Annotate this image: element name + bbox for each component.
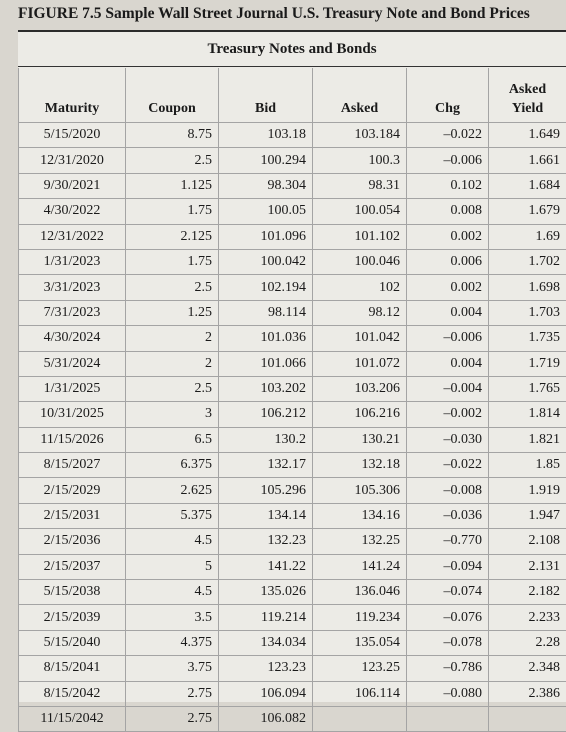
- cell-chg: –0.022: [407, 123, 489, 148]
- cell-chg: –0.002: [407, 402, 489, 427]
- table-row: [19, 199, 566, 224]
- cell-chg: 0.102: [407, 173, 489, 198]
- cell-coupon: 2.75: [126, 706, 219, 731]
- cell-coupon: 1.125: [126, 173, 219, 198]
- table-row: [19, 224, 566, 249]
- cell-bid: 98.304: [219, 173, 313, 198]
- cell-asked-yield: 1.814: [489, 402, 566, 427]
- cell-bid: 123.23: [219, 656, 313, 681]
- cell-chg: –0.770: [407, 529, 489, 554]
- cell-maturity: 12/31/2020: [19, 148, 126, 173]
- cell-bid: 100.05: [219, 199, 313, 224]
- cell-coupon: 2.5: [126, 376, 219, 401]
- table-row: [19, 123, 566, 148]
- cell-asked-yield: 1.698: [489, 275, 566, 300]
- cell-bid: 101.096: [219, 224, 313, 249]
- cell-asked: 106.114: [313, 681, 407, 706]
- cell-asked-yield: 1.702: [489, 249, 566, 274]
- table-row: [19, 656, 566, 681]
- cell-asked-yield: 2.28: [489, 630, 566, 655]
- cell-maturity: 2/15/2039: [19, 605, 126, 630]
- cell-maturity: 5/15/2040: [19, 630, 126, 655]
- cell-asked: 100.3: [313, 148, 407, 173]
- table-row: [19, 605, 566, 630]
- cell-coupon: 5.375: [126, 503, 219, 528]
- cell-bid: 106.082: [219, 706, 313, 731]
- cell-coupon: 4.5: [126, 529, 219, 554]
- cell-asked: 135.054: [313, 630, 407, 655]
- cell-asked-yield: 1.703: [489, 300, 566, 325]
- col-header-maturity: Maturity: [19, 68, 126, 123]
- cell-bid: 100.042: [219, 249, 313, 274]
- cell-maturity: 2/15/2029: [19, 478, 126, 503]
- cell-coupon: 8.75: [126, 123, 219, 148]
- cell-maturity: 1/31/2023: [19, 249, 126, 274]
- cell-asked: 98.12: [313, 300, 407, 325]
- cell-bid: 134.034: [219, 630, 313, 655]
- cell-chg: –0.006: [407, 148, 489, 173]
- cell-maturity: 8/15/2027: [19, 453, 126, 478]
- table-row: [19, 300, 566, 325]
- cell-maturity: 5/15/2020: [19, 123, 126, 148]
- table-row: [19, 173, 566, 198]
- cell-maturity: 2/15/2036: [19, 529, 126, 554]
- figure-title: FIGURE 7.5 Sample Wall Street Journal U.S. Treasury Note and Bond Prices: [18, 5, 530, 23]
- cell-chg: –0.786: [407, 656, 489, 681]
- cell-asked: 134.16: [313, 503, 407, 528]
- cell-maturity: 4/30/2022: [19, 199, 126, 224]
- cell-asked: 101.102: [313, 224, 407, 249]
- cell-chg: –0.074: [407, 580, 489, 605]
- cell-asked-yield: 2.386: [489, 681, 566, 706]
- treasury-table: [18, 68, 566, 732]
- table-row: [19, 706, 566, 731]
- cell-chg: –0.004: [407, 376, 489, 401]
- cell-asked-yield: 1.735: [489, 326, 566, 351]
- cell-bid: 103.18: [219, 123, 313, 148]
- cell-chg: –0.094: [407, 554, 489, 579]
- cell-asked: 103.184: [313, 123, 407, 148]
- cell-asked-yield: 1.69: [489, 224, 566, 249]
- cell-asked-yield: 2.233: [489, 605, 566, 630]
- cell-asked-yield: 1.821: [489, 427, 566, 452]
- cell-asked-yield: 1.679: [489, 199, 566, 224]
- cell-chg: –0.076: [407, 605, 489, 630]
- cell-coupon: 2.5: [126, 148, 219, 173]
- cell-bid: 102.194: [219, 275, 313, 300]
- cell-coupon: 4.375: [126, 630, 219, 655]
- title-divider: [18, 66, 566, 67]
- cell-coupon: 2: [126, 351, 219, 376]
- cell-asked: 123.25: [313, 656, 407, 681]
- col-header-asked-yield: Asked Yield: [489, 68, 566, 123]
- cell-maturity: 4/30/2024: [19, 326, 126, 351]
- cell-maturity: 9/30/2021: [19, 173, 126, 198]
- cell-coupon: 2.625: [126, 478, 219, 503]
- cell-maturity: 2/15/2031: [19, 503, 126, 528]
- cell-bid: 103.202: [219, 376, 313, 401]
- cell-maturity: 5/15/2038: [19, 580, 126, 605]
- cell-asked: 119.234: [313, 605, 407, 630]
- cell-chg: 0.004: [407, 351, 489, 376]
- cell-coupon: 3: [126, 402, 219, 427]
- cell-asked-yield: 1.719: [489, 351, 566, 376]
- cell-bid: 119.214: [219, 605, 313, 630]
- table-row: [19, 351, 566, 376]
- cell-chg: –0.008: [407, 478, 489, 503]
- table-row: [19, 503, 566, 528]
- cell-coupon: 4.5: [126, 580, 219, 605]
- cell-bid: 132.17: [219, 453, 313, 478]
- table-row: [19, 529, 566, 554]
- table-row: [19, 427, 566, 452]
- table-row: [19, 148, 566, 173]
- cell-asked: 103.206: [313, 376, 407, 401]
- table-row: [19, 376, 566, 401]
- cell-maturity: 2/15/2037: [19, 554, 126, 579]
- cell-bid: 106.212: [219, 402, 313, 427]
- cell-asked: 102: [313, 275, 407, 300]
- cell-coupon: 1.75: [126, 249, 219, 274]
- table-row: [19, 326, 566, 351]
- cell-asked: [313, 706, 407, 731]
- cell-chg: –0.030: [407, 427, 489, 452]
- table-row: [19, 681, 566, 706]
- cell-coupon: 1.25: [126, 300, 219, 325]
- cell-coupon: 2: [126, 326, 219, 351]
- cell-chg: –0.022: [407, 453, 489, 478]
- cell-chg: 0.004: [407, 300, 489, 325]
- table-row: [19, 275, 566, 300]
- cell-asked: 130.21: [313, 427, 407, 452]
- col-header-coupon: Coupon: [126, 68, 219, 123]
- cell-bid: 105.296: [219, 478, 313, 503]
- cell-coupon: 6.375: [126, 453, 219, 478]
- cell-chg: [407, 706, 489, 731]
- cell-asked-yield: 2.182: [489, 580, 566, 605]
- cell-bid: 101.066: [219, 351, 313, 376]
- cell-asked-yield: 1.661: [489, 148, 566, 173]
- cell-asked: 141.24: [313, 554, 407, 579]
- cell-maturity: 5/31/2024: [19, 351, 126, 376]
- cell-chg: –0.078: [407, 630, 489, 655]
- cell-asked: 101.042: [313, 326, 407, 351]
- cell-asked-yield: 2.348: [489, 656, 566, 681]
- table-sheet: [18, 30, 566, 702]
- cell-chg: 0.008: [407, 199, 489, 224]
- cell-maturity: 3/31/2023: [19, 275, 126, 300]
- cell-asked-yield: [489, 706, 566, 731]
- cell-maturity: 1/31/2025: [19, 376, 126, 401]
- cell-asked-yield: 1.684: [489, 173, 566, 198]
- cell-bid: 135.026: [219, 580, 313, 605]
- table-row: [19, 630, 566, 655]
- cell-bid: 134.14: [219, 503, 313, 528]
- cell-asked-yield: 1.649: [489, 123, 566, 148]
- cell-chg: –0.006: [407, 326, 489, 351]
- cell-asked: 132.18: [313, 453, 407, 478]
- cell-chg: 0.002: [407, 275, 489, 300]
- cell-coupon: 5: [126, 554, 219, 579]
- cell-asked-yield: 1.947: [489, 503, 566, 528]
- cell-bid: 100.294: [219, 148, 313, 173]
- table-row: [19, 580, 566, 605]
- cell-asked: 106.216: [313, 402, 407, 427]
- cell-asked-yield: 2.108: [489, 529, 566, 554]
- cell-chg: –0.036: [407, 503, 489, 528]
- cell-coupon: 2.125: [126, 224, 219, 249]
- cell-asked: 132.25: [313, 529, 407, 554]
- cell-asked: 105.306: [313, 478, 407, 503]
- col-header-chg: Chg: [407, 68, 489, 123]
- col-header-asked: Asked: [313, 68, 407, 123]
- cell-asked: 136.046: [313, 580, 407, 605]
- cell-bid: 101.036: [219, 326, 313, 351]
- cell-coupon: 3.75: [126, 656, 219, 681]
- table-row: [19, 453, 566, 478]
- cell-maturity: 7/31/2023: [19, 300, 126, 325]
- cell-maturity: 8/15/2042: [19, 681, 126, 706]
- table-row: [19, 402, 566, 427]
- cell-chg: –0.080: [407, 681, 489, 706]
- cell-asked: 98.31: [313, 173, 407, 198]
- cell-asked-yield: 1.85: [489, 453, 566, 478]
- cell-asked-yield: 2.131: [489, 554, 566, 579]
- cell-coupon: 2.75: [126, 681, 219, 706]
- cell-bid: 98.114: [219, 300, 313, 325]
- cell-maturity: 12/31/2022: [19, 224, 126, 249]
- table-row: [19, 554, 566, 579]
- cell-asked-yield: 1.919: [489, 478, 566, 503]
- col-header-bid: Bid: [219, 68, 313, 123]
- cell-asked: 100.054: [313, 199, 407, 224]
- cell-bid: 106.094: [219, 681, 313, 706]
- cell-bid: 141.22: [219, 554, 313, 579]
- table-row: [19, 478, 566, 503]
- cell-coupon: 2.5: [126, 275, 219, 300]
- cell-maturity: 10/31/2025: [19, 402, 126, 427]
- cell-bid: 132.23: [219, 529, 313, 554]
- cell-maturity: 11/15/2042: [19, 706, 126, 731]
- cell-maturity: 11/15/2026: [19, 427, 126, 452]
- table-title: Treasury Notes and Bonds: [18, 41, 566, 58]
- cell-chg: 0.002: [407, 224, 489, 249]
- cell-asked: 101.072: [313, 351, 407, 376]
- cell-asked-yield: 1.765: [489, 376, 566, 401]
- cell-coupon: 1.75: [126, 199, 219, 224]
- cell-coupon: 3.5: [126, 605, 219, 630]
- cell-chg: 0.006: [407, 249, 489, 274]
- cell-bid: 130.2: [219, 427, 313, 452]
- cell-coupon: 6.5: [126, 427, 219, 452]
- cell-asked: 100.046: [313, 249, 407, 274]
- cell-maturity: 8/15/2041: [19, 656, 126, 681]
- header-row: [19, 68, 566, 123]
- table-row: [19, 249, 566, 274]
